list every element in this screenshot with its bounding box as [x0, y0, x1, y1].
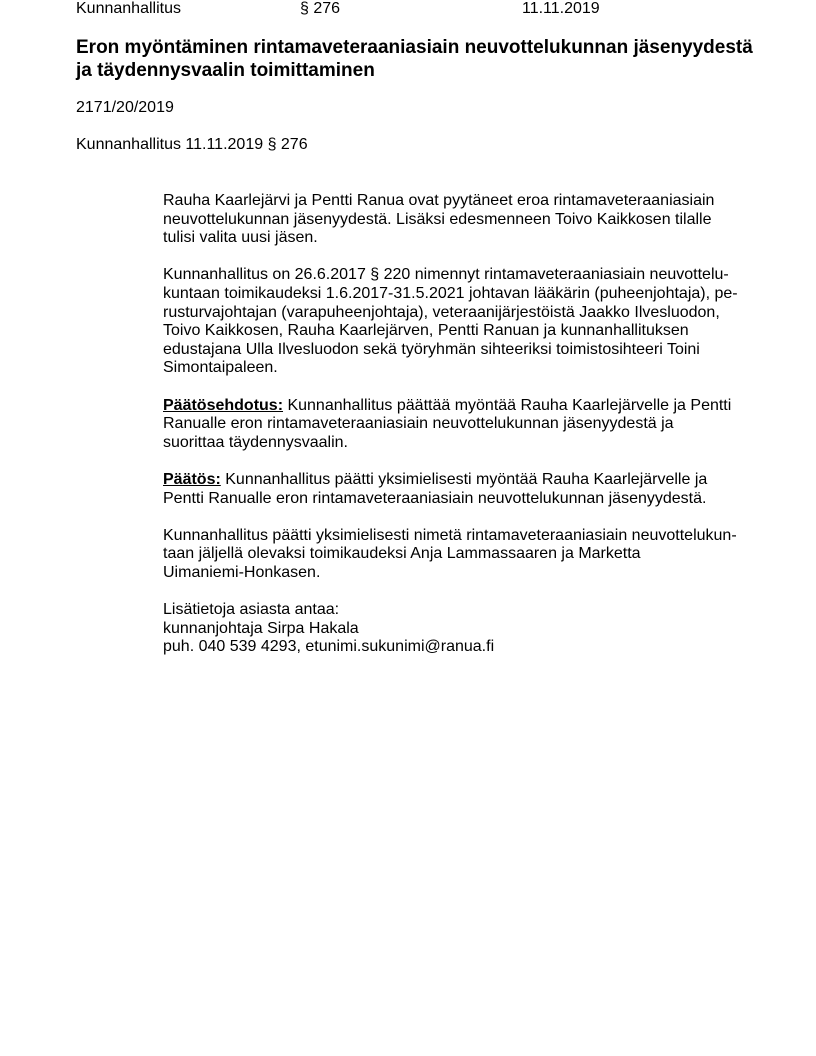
text-line: Lisätietoja asiasta antaa:	[163, 601, 340, 619]
page-title	[76, 36, 776, 82]
text-line: Kunnanhallitus päätti yksimielisesti nimetä rintamaveteraaniasiain neuvottelukun-	[163, 526, 737, 544]
text-line: Simontaipaleen.	[163, 359, 278, 377]
text-line: Uimaniemi-Honkasen.	[163, 563, 321, 581]
document-body	[163, 192, 763, 675]
page-title-line: ja täydennysvaalin toimittaminen	[76, 60, 375, 81]
decision-label: Päätös:	[163, 470, 221, 488]
paragraph-decision	[163, 471, 763, 508]
text-line: kunnanjohtaja Sirpa Hakala	[163, 619, 359, 637]
diary-number: 2171/20/2019	[76, 99, 174, 116]
header-board: Kunnanhallitus	[76, 0, 181, 17]
text-line	[163, 397, 763, 416]
text-line: Toivo Kaikkosen, Rauha Kaarlejärven, Pentti Ranuan ja kunnanhallituksen	[163, 322, 689, 340]
text-line: Kunnanhallitus on 26.6.2017 § 220 nimennyt rintamaveteraaniasiain neuvottelu-	[163, 266, 729, 284]
text-line: tulisi valita uusi jäsen.	[163, 229, 318, 247]
contact-phone-email: puh. 040 539 4293, etunimi.sukunimi@ranua.fi	[163, 638, 495, 656]
text-line: kuntaan toimikaudeksi 1.6.2017-31.5.2021 johtavan lääkärin (puheenjohtaja), pe-	[163, 284, 738, 302]
paragraph-contact	[163, 601, 763, 657]
paragraph-appointment	[163, 527, 763, 583]
text-line: Ranualle eron rintamaveteraaniasiain neuvottelukunnan jäsenyydestä ja	[163, 415, 674, 433]
paragraph-proposal	[163, 397, 763, 453]
proposal-text: Kunnanhallitus päättää myöntää Rauha Kaarlejärvelle ja Pentti	[283, 396, 732, 414]
paragraph-prior-decision	[163, 266, 763, 378]
text-line	[163, 471, 763, 490]
proposal-label: Päätösehdotus:	[163, 396, 284, 414]
header-date: 11.11.2019	[522, 0, 600, 17]
text-line: Pentti Ranualle eron rintamaveteraaniasiain neuvottelukunnan jäsenyydestä.	[163, 489, 707, 507]
decision-text: Kunnanhallitus päätti yksimielisesti myöntää Rauha Kaarlejärvelle ja	[220, 470, 708, 488]
paragraph-background	[163, 192, 763, 248]
page-title-line: Eron myöntäminen rintamaveteraaniasiain neuvottelukunnan jäsenyydestä	[76, 37, 753, 58]
meeting-reference: Kunnanhallitus 11.11.2019 § 276	[76, 136, 308, 153]
text-line: taan jäljellä olevaksi toimikaudeksi Anja Lammassaaren ja Marketta	[163, 545, 641, 563]
text-line: suorittaa täydennysvaalin.	[163, 433, 348, 451]
document-header	[0, 0, 816, 19]
text-line: neuvottelukunnan jäsenyydestä. Lisäksi edesmenneen Toivo Kaikkosen tilalle	[163, 210, 712, 228]
text-line: Rauha Kaarlejärvi ja Pentti Ranua ovat pyytäneet eroa rintamaveteraaniasiain	[163, 192, 715, 209]
text-line: edustajana Ulla Ilvesluodon sekä työryhmän sihteeriksi toimistosihteeri Toini	[163, 340, 700, 358]
header-section: § 276	[300, 0, 341, 17]
text-line: rusturvajohtajan (varapuheenjohtaja), veteraanijärjestöistä Jaakko Ilvesluodon,	[163, 303, 720, 321]
